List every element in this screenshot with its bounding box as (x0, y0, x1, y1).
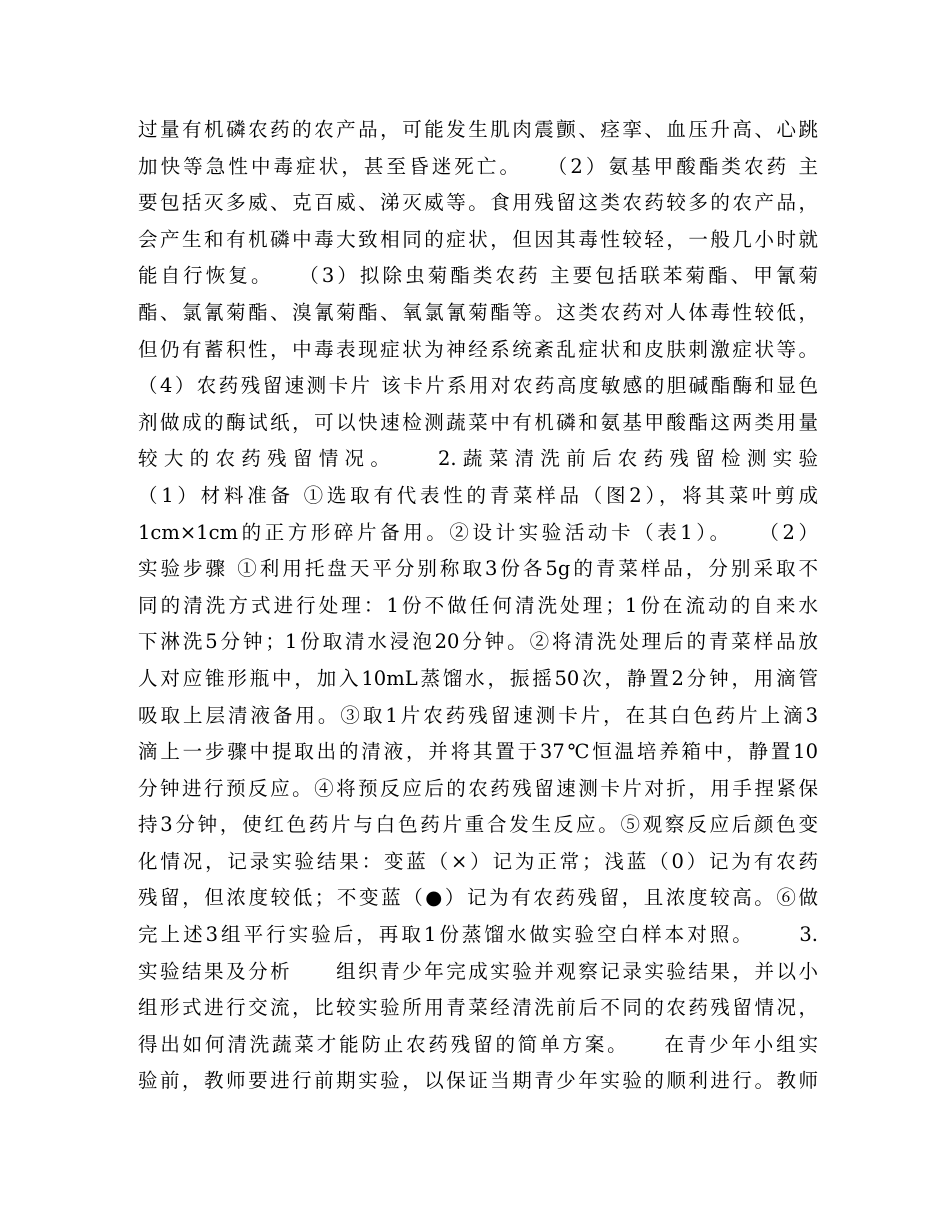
text-line: 组形式进行交流，比较实验所用青菜经清洗前后不同的农药残留情况， (138, 996, 818, 1020)
text-line: 同的清洗方式进行处理：1份不做任何清洗处理；1份在流动的自来水 (138, 593, 818, 617)
text-line: 验前，教师要进行前期实验，以保证当期青少年实验的顺利进行。教师 (138, 1069, 818, 1093)
text-line: （1）材料准备 ①选取有代表性的青菜样品（图2），将其菜叶剪成 (138, 483, 818, 507)
text-line: 要包括灭多威、克百威、涕灭威等。食用残留这类农药较多的农产品， (138, 191, 818, 215)
text-line: 剂做成的酶试纸，可以快速检测蔬菜中有机磷和氨基甲酸酯这两类用量 (138, 410, 818, 434)
text-line: 残留，但浓度较低；不变蓝（●）记为有农药残留，且浓度较高。⑥做 (138, 886, 818, 910)
text-line: 得出如何清洗蔬菜才能防止农药残留的简单方案。 在青少年小组实 (138, 1032, 818, 1056)
text-line: 人对应锥形瓶中，加入10mL蒸馏水，振摇50次，静置2分钟，用滴管 (138, 666, 818, 690)
text-line: 加快等急性中毒症状，甚至昏迷死亡。 （2）氨基甲酸酯类农药 主 (138, 154, 818, 178)
text-line: 实验步骤 ①利用托盘天平分别称取3份各5g的青菜样品，分别采取不 (138, 557, 818, 581)
text-line: 持3分钟，使红色药片与白色药片重合发生反应。⑤观察反应后颜色变 (138, 813, 818, 837)
text-line: 下淋洗5分钟；1份取清水浸泡20分钟。②将清洗处理后的青菜样品放 (138, 630, 818, 654)
text-line: 过量有机磷农药的农产品，可能发生肌肉震颤、痉挛、血压升高、心跳 (138, 118, 818, 141)
text-line: （4）农药残留速测卡片 该卡片系用对农药高度敏感的胆碱酯酶和显色 (138, 374, 818, 398)
text-line: 分钟进行预反应。④将预反应后的农药残留速测卡片对折，用手捏紧保 (138, 776, 818, 800)
text-line: 会产生和有机磷中毒大致相同的症状，但因其毒性较轻，一般几小时就 (138, 227, 818, 251)
text-line: 酯、氯氰菊酯、溴氰菊酯、氧氯氰菊酯等。这类农药对人体毒性较低， (138, 300, 818, 324)
text-line: 较大的农药残留情况。 2.蔬菜清洗前后农药残留检测实验 (138, 447, 818, 471)
text-line: 1cm×1cm的正方形碎片备用。②设计实验活动卡（表1）。 （2） (138, 520, 818, 544)
text-line: 吸取上层清液备用。③取1片农药残留速测卡片，在其白色药片上滴3 (138, 703, 818, 727)
text-line: 滴上一步骤中提取出的清液，并将其置于37℃恒温培养箱中，静置10 (138, 740, 818, 764)
text-line: 化情况，记录实验结果：变蓝（×）记为正常；浅蓝（0）记为有农药 (138, 849, 818, 873)
text-line: 完上述3组平行实验后，再取1份蒸馏水做实验空白样本对照。 3. (138, 923, 818, 947)
text-line: 能自行恢复。 （3）拟除虫菊酯类农药 主要包括联苯菊酯、甲氰菊 (138, 264, 818, 288)
text-line: 实验结果及分析 组织青少年完成实验并观察记录实验结果，并以小 (138, 959, 818, 983)
text-line: 但仍有蓄积性，中毒表现症状为神经系统紊乱症状和皮肤刺激症状等。 (138, 337, 818, 361)
body-text (138, 112, 818, 1100)
